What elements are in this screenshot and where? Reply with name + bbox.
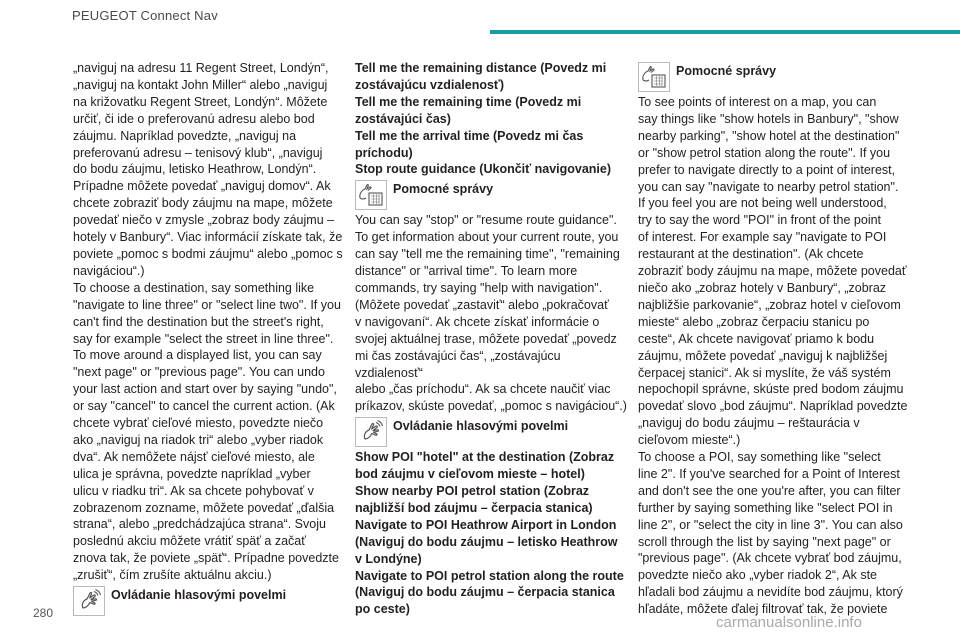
col2-commands: Tell me the remaining distance (Povedz mi zostávajúcu vzdialenosť) Tell me the remaining time (Povedz mi zostávajúci čas) Tell me the arrival time (Povedz mi čas príchodu) Stop route guidance (Ukončiť navigovanie)	[355, 61, 612, 177]
col3-help-heading	[638, 62, 910, 92]
header-accent-bar	[490, 30, 960, 34]
col1-voice-heading-label: Ovládanie hlasovými povelmi	[111, 588, 287, 603]
column-3	[638, 60, 910, 618]
col2-help-heading-label: Pomocné správy	[393, 182, 494, 197]
col2-voice-heading	[355, 417, 627, 447]
page-number: 280	[33, 606, 54, 620]
running-header: PEUGEOT Connect Nav	[72, 8, 218, 23]
watermark: carmanualsonline.info	[716, 614, 862, 631]
col3-paragraph: To see points of interest on a map, you can say things like "show hotels in Banbury", "show nearby parking", "show hotel at the destination" or "show petrol station along the route". If you prefer to navigate directly to a point of interest, you can say "navigate to nearby petrol station". If you feel you are not being well understood, try to say the word "POI" in front of the point of interest. For example say "navigate to POI restaurant at the destination". (Ak chcete zobraziť body záujmu na mape, môžete povedať niečo ako „zobraz hotely v Banbury“, „zobraz najbližšie parkovanie“, „zobraz hotel v cieľovom mieste“ alebo „zobraz čerpaciu stanicu po ceste“, Ak chcete navigovať priamo k bodu záujmu, môžete povedať „naviguj k najbližšej čerpacej stanici“. Ak si myslíte, že váš systém nepochopil správne, skúste pred bodom záujmu povedať slovo „bod záujmu“. Napríklad povedzte „naviguj do bodu záujmu – reštaurácia v cieľovom mieste“.) To choose a POI, say something like "select line 2". If you've searched for a Point of Interest and don't see the one you're after, you can filter further by saying something like "select POI in line 2", or "select the city in line 3". You can also scroll through the list by saying "next page" or "previous page". (Ak chcete vybrať bod záujmu, povedzte niečo ako „vyber riadok 2“, Ak ste hľadali bod záujmu a nevidíte bod záujmu, ktorý hľadáte, môžete ďalej filtrovať tak, že poviete	[638, 95, 908, 617]
col1-voice-heading	[73, 586, 343, 616]
column-1	[73, 60, 343, 618]
col2-voice-heading-label: Ovládanie hlasovými povelmi	[393, 419, 569, 434]
col2-commands-2: Show POI "hotel" at the destination (Zobraz bod záujmu v cieľovom mieste – hotel) Show nearby POI petrol station (Zobraz najbližší bod záujmu – čerpacia stanica) Navigate to POI Heathrow Airport in London (Naviguj do bodu záujmu – letisko Heathrow v Londýne) Navigate to POI petrol station along the route (Naviguj do bodu záujmu – čerpacia stanica po ceste)	[355, 450, 624, 617]
column-2	[355, 60, 627, 618]
voice-command-icon	[355, 417, 387, 447]
col1-paragraph: „naviguj na adresu 11 Regent Street, Londýn“, „naviguj na kontakt John Miller“ alebo „naviguj na križovatku Regent Street, Londýn“. Môžete určiť, či ide o preferovanú adresu alebo bod záujmu. Napríklad povedzte, „naviguj na preferovanú adresu – tenisový klub“, „naviguj do bodu záujmu, letisko Heathrow, Londýn“. Prípadne môžete povedať „naviguj domov“. Ak chcete zobraziť body záujmu na mape, môžete povedať niečo v zmysle „zobraz body záujmu – hotely v Banbury“. Viac informácií získate tak, že poviete „pomoc s bodmi záujmu“ alebo „pomoc s navigáciou“.) To choose a destination, say something like "navigate to line three" or "select line two". If you can't find the destination but the street's right, say for example "select the street in line three". To move around a displayed list, you can say "next page" or "previous page". You can undo your last action and start over by saying "undo", or say "cancel" to cancel the current action. (Ak chcete vybrať cieľové miesto, povedzte niečo ako „naviguj na riadok tri“ alebo „vyber riadok dva“. Ak nemôžete nájsť cieľové miesto, ale ulica je správna, povedzte napríklad „vyber ulicu v riadku tri“. Ak sa chcete pohybovať v zobrazenom zozname, môžete povedať „ďalšia strana“, alebo „predchádzajúca strana“. Svoju poslednú akciu môžete vrátiť späť a začať znova tak, že poviete „späť“. Prípadne povedzte „zrušiť“, čím zrušíte aktuálnu akciu.)	[73, 61, 343, 583]
voice-command-icon	[73, 586, 105, 616]
col2-paragraph: You can say "stop" or "resume route guidance". To get information about your current route, you can say "tell me the remaining time", "remaining distance" or "arrival time". To learn more commands, try saying "help with navigation". (Môžete povedať „zastaviť“ alebo „pokračovať v navigovaní“. Ak chcete získať informácie o svojej aktuálnej trase, môžete povedať „povedz mi čas zostávajúci čas“, „zostávajúcu vzdialenosť“ alebo „čas príchodu“. Ak sa chcete naučiť viac príkazov, skúste povedať, „pomoc s navigáciou“.)	[355, 213, 627, 414]
col2-help-heading	[355, 180, 627, 210]
col3-help-heading-label: Pomocné správy	[676, 64, 777, 78]
help-message-icon	[638, 62, 670, 92]
help-message-icon	[355, 180, 387, 210]
